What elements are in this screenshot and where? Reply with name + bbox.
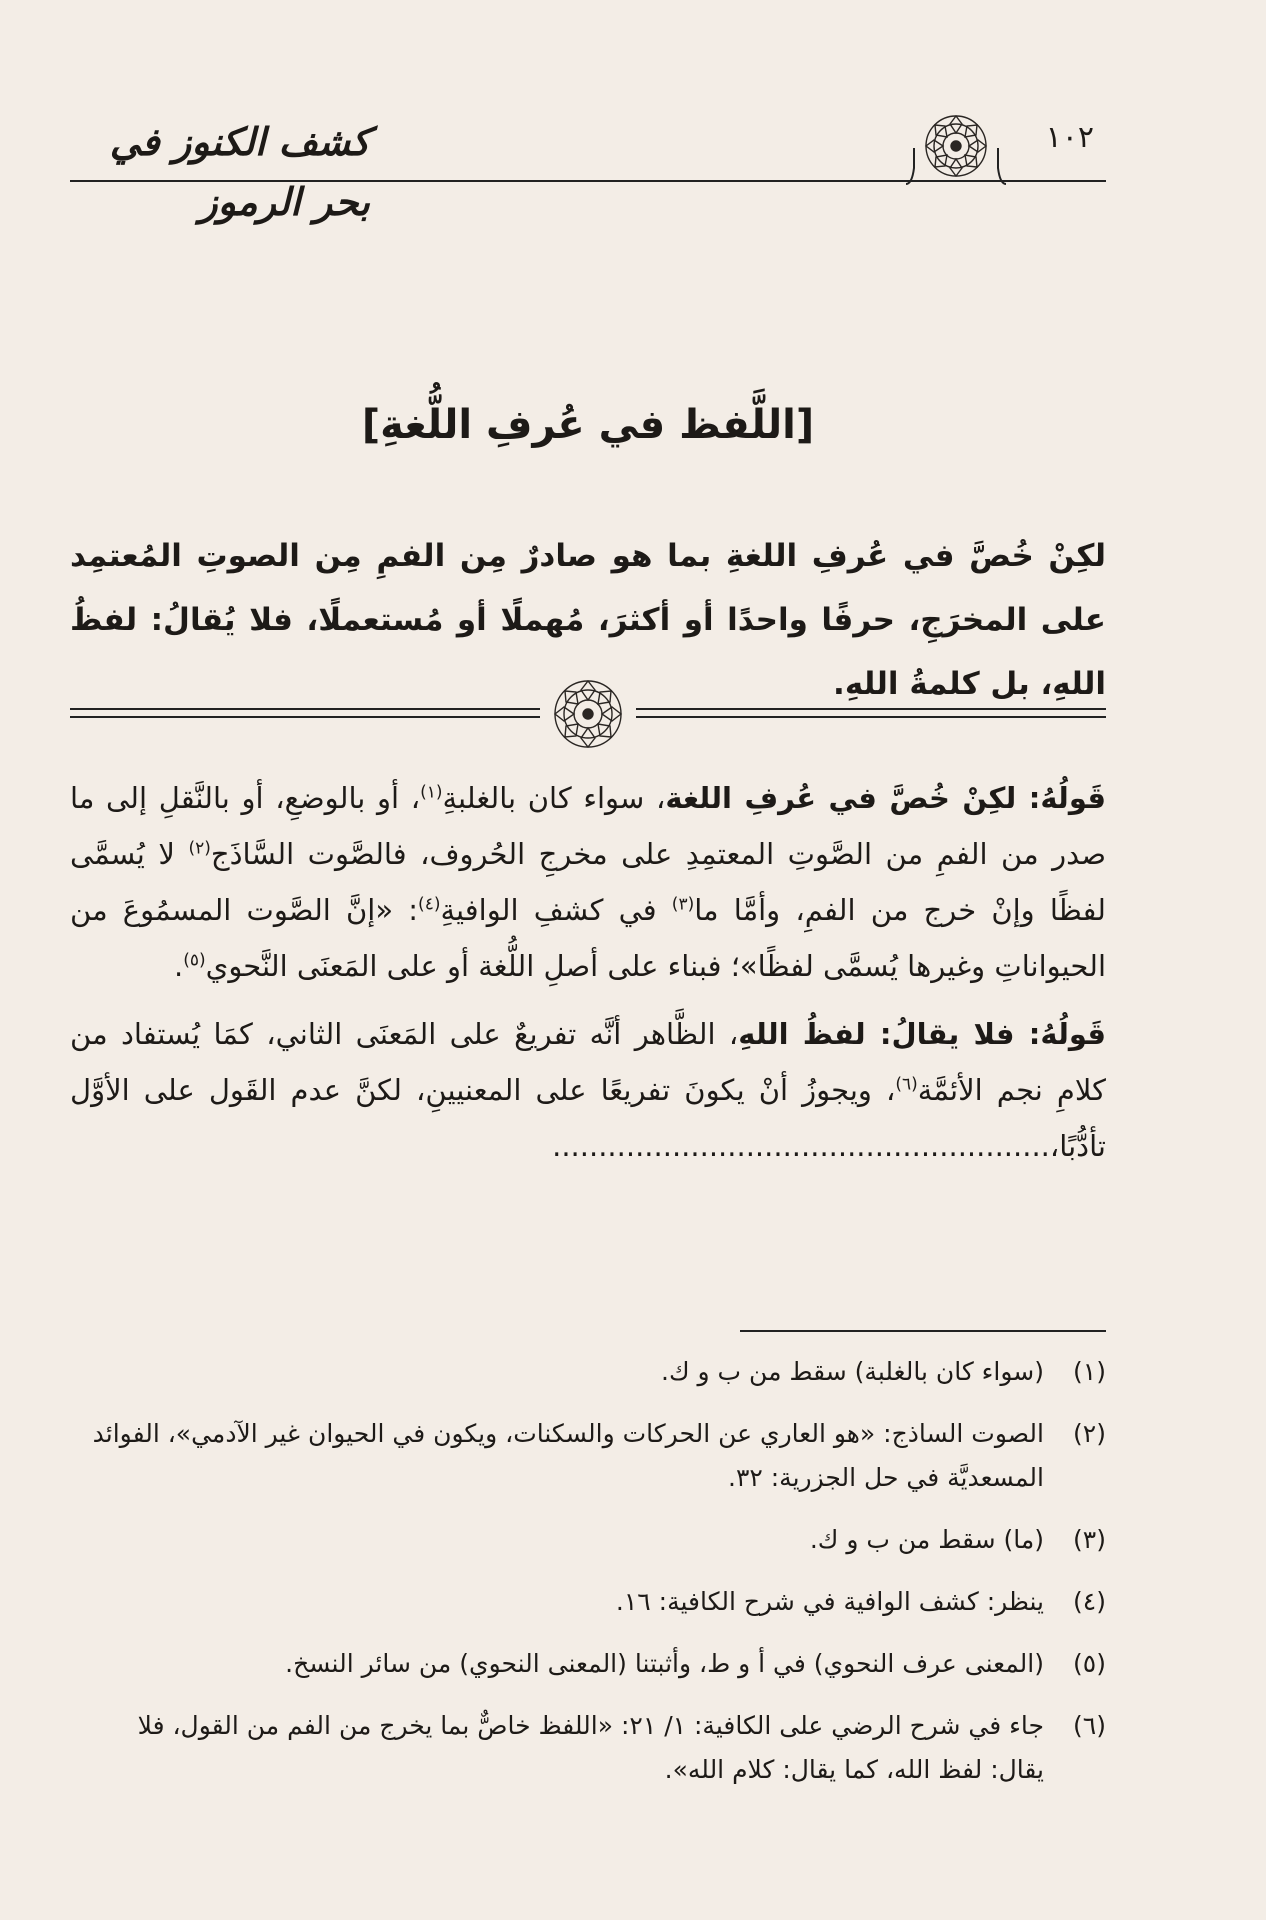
- commentary-text: ، أو بالوضعِ، أو بالنَّقلِ إلى ما صدر من الفمِ من الصَّوتِ المعتمِدِ على مخرجِ الحُروف، فالصَّوت السَّاذَج: [70, 781, 1107, 871]
- footnote-item: [80, 1412, 1106, 1500]
- commentary-paragraph: [70, 1006, 1106, 1174]
- footnote-ref[interactable]: (٦): [895, 1074, 918, 1095]
- footnote-item: [80, 1518, 1106, 1562]
- commentary-text: ، الظَّاهر أنَّه تفريعٌ على المَعنَى الثاني، كمَا يُستفاد من كلامِ نجم الأئمَّة: [70, 1017, 1106, 1107]
- rosette-icon: [548, 676, 628, 756]
- footnote-separator: [740, 1330, 1106, 1332]
- dotted-leader: ......................................................: [552, 1129, 1050, 1163]
- footnote-ref[interactable]: (١): [420, 782, 443, 803]
- footnote-item: [80, 1580, 1106, 1624]
- matn-text: لكِنْ خُصَّ في عُرفِ اللغةِ بما هو صادرٌ مِن الفمِ مِن الصوتِ المُعتمِد على المخرَجِ، حرفًا واحدًا أو أكثرَ، مُهملًا أو مُستعملًا، فلا يُقالُ: لفظُ اللهِ، بل كلمةُ اللهِ.: [70, 538, 1106, 702]
- section-title: [اللَّفظ في عُرفِ اللُّغةِ]: [361, 402, 815, 448]
- footnote-text: (المعنى عرف النحوي) في أ و ط، وأثبتنا (المعنى النحوي) من سائر النسخ.: [285, 1649, 1044, 1678]
- footnote-number: (٣): [1073, 1525, 1106, 1554]
- footnote-text: ينظر: كشف الوافية في شرح الكافية: ١٦.: [615, 1587, 1044, 1616]
- commentary-text: ، ويجوزُ أنْ يكونَ تفريعًا على المعنيينِ، لكنَّ عدم القَول على الأوَّل تأدُّبًا،: [70, 1073, 1106, 1163]
- divider-ornament: [548, 676, 628, 756]
- footnote-number: (٢): [1073, 1419, 1106, 1448]
- commentary: [70, 770, 1106, 1186]
- page-number: ١٠٢: [1045, 120, 1094, 155]
- footnote-ref[interactable]: (٥): [183, 950, 206, 971]
- running-header: [70, 104, 1106, 224]
- commentary-text: في كشفِ الوافيةِ: [440, 893, 672, 927]
- footnote-text: الصوت الساذج: «هو العاري عن الحركات والسكنات، ويكون في الحيوان غير الآدمي»، الفوائد المسعديَّة في حل الجزرية: ٣٢.: [92, 1419, 1044, 1492]
- header-rule: [70, 180, 1106, 182]
- book-title: كشف الكنوز في بحر الرموز: [109, 119, 370, 224]
- commentary-text: .: [173, 949, 184, 983]
- footnote-ref[interactable]: (٤): [418, 894, 441, 915]
- footnote-text: (سواء كان بالغلبة) سقط من ب و ك.: [661, 1357, 1044, 1386]
- footnote-text: (ما) سقط من ب و ك.: [809, 1525, 1044, 1554]
- commentary-keyword: قَولُهُ: لكِنْ خُصَّ في عُرفِ اللغة: [665, 781, 1106, 815]
- commentary-keyword: قَولُهُ: فلا يقالُ: لفظُ اللهِ: [738, 1017, 1106, 1051]
- footnote-number: (٤): [1073, 1587, 1106, 1616]
- footnote-number: (١): [1073, 1357, 1106, 1386]
- footnote-number: (٦): [1073, 1711, 1106, 1740]
- footnote-ref[interactable]: (٣): [671, 894, 695, 915]
- rosette-icon: [906, 108, 1006, 186]
- ornamental-divider: [70, 676, 1106, 756]
- footnote-number: (٥): [1073, 1649, 1106, 1678]
- divider-line-right-bottom: [636, 716, 1106, 718]
- divider-line-left-top: [70, 708, 540, 710]
- header-ornament: [906, 108, 1006, 186]
- commentary-paragraph: [70, 770, 1106, 994]
- footnote-item: [80, 1704, 1106, 1792]
- footnote-text: جاء في شرح الرضي على الكافية: ١/ ٢١: «اللفظ خاصٌّ بما يخرج من الفم من القول، فلا يقال: لفظ الله، كما يقال: كلام الله».: [137, 1711, 1044, 1784]
- footnote-item: [80, 1642, 1106, 1686]
- divider-line-right-top: [636, 708, 1106, 710]
- commentary-text: لا يُسمَّى لفظًا وإنْ خرج من الفمِ، وأمَّا ما: [70, 837, 1106, 927]
- commentary-text: ، سواء كان بالغلبةِ: [442, 781, 666, 815]
- commentary-text: : «إنَّ الصَّوت المسمُوعَ من الحيواناتِ وغيرها يُسمَّى لفظًا»؛ فبناء على أصلِ اللُّغة أو على المَعنَى النَّحوي: [70, 893, 1106, 983]
- footnote-item: [80, 1350, 1106, 1394]
- footnote-ref[interactable]: (٢): [188, 838, 211, 859]
- footnotes: [80, 1350, 1106, 1810]
- divider-line-left-bottom: [70, 716, 540, 718]
